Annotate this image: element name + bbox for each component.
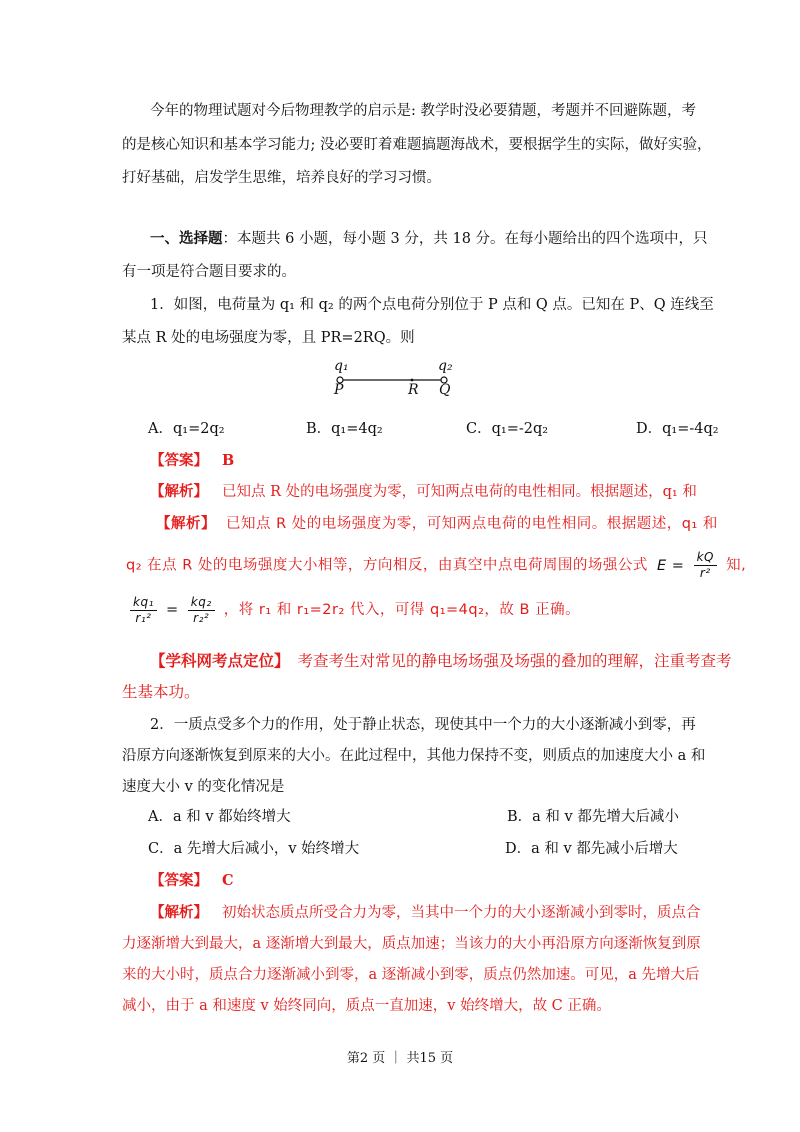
q2-answer-label: 【答案】: [150, 872, 208, 889]
diagram-label-R: R: [408, 382, 419, 398]
section-line-2: 有一项是符合题目要求的。: [122, 264, 296, 280]
q2-stem-line-2: 沿原方向逐渐恢复到原来的大小。在此过程中，其他力保持不变，则质点的加速度大小 a 和: [122, 748, 706, 764]
q1-pasted-line-3: [126, 593, 580, 627]
q2-option-b: B．a 和 v 都先增大后减小: [507, 809, 679, 825]
q2-analysis-line-4: 减小，由于 a 和速度 v 始终同向，质点一直加速，v 始终增大，故 C 正确。: [122, 998, 611, 1014]
q1-answer-line: [150, 451, 234, 471]
formula-kq-num: kQ: [694, 550, 717, 566]
frac-2-den: r₂²: [193, 610, 210, 625]
formula-kq-den: r²: [699, 566, 711, 580]
q1-stem-line-1: 1．如图，电荷量为 q₁ 和 q₂ 的两个点电荷分别位于 P 点和 Q 点。已知在 P、Q 连线至: [150, 297, 714, 313]
diagram-label-q2: q₂: [438, 358, 453, 374]
page-footer: 第2 页 ｜ 共15 页: [346, 1051, 454, 1066]
q1-option-d: D．q₁=-4q₂: [636, 421, 719, 437]
frac-1-den: r₁²: [135, 610, 152, 625]
diagram-label-q1: q₁: [334, 358, 349, 374]
intro-line-3: 打好基础，启发学生思维，培养良好的学习习惯。: [122, 170, 441, 186]
q1-answer-label: 【答案】: [150, 452, 208, 469]
diagram-label-P: P: [334, 382, 344, 398]
q2-analysis-label: 【解析】: [150, 904, 208, 921]
q1-kaodian-label: 【学科网考点定位】: [150, 651, 290, 670]
q1-analysis-label: 【解析】: [150, 483, 208, 500]
q1-pasted-label: 【解析】: [156, 516, 216, 532]
q2-analysis-line-2: 力逐渐增大到最大，a 逐渐增大到最大，质点加速；当该力的大小再沿原方向逐渐恢复到原: [122, 936, 701, 952]
formula-e: E =: [657, 557, 685, 574]
q2-option-d: D．a 和 v 都先减小后增大: [505, 841, 678, 857]
q2-analysis-line-3: 来的大小时，质点合力逐渐减小到零，a 逐渐减小到零，质点仍然加速。可见，a 先增大后: [122, 967, 700, 983]
intro-line-2: 的是核心知识和基本学习能力; 没必要盯着难题搞题海战术，要根据学生的实际，做好实验，: [122, 137, 712, 153]
q1-pasted-text-1: 已知点 R 处的电场强度为零，可知两点电荷的电性相同。根据题述，q₁ 和: [226, 516, 718, 532]
q1-pasted-line-1: [156, 514, 718, 534]
frac-1-num: kq₁: [130, 595, 157, 611]
formula-kq-fraction: [694, 550, 717, 581]
q2-option-c: C．a 先增大后减小，v 始终增大: [148, 841, 360, 857]
q2-analysis-text-1: 初始状态质点所受合力为零，当其中一个力的大小逐渐减小到零时，质点合: [222, 905, 701, 921]
section-heading: 一、选择题: [150, 230, 223, 247]
frac-equal: =: [166, 602, 179, 618]
q1-kaodian-line-2: 生基本功。: [122, 683, 200, 701]
q1-answer-value: B: [222, 452, 235, 469]
q1-analysis-line-1: [150, 482, 697, 502]
frac-2: [188, 595, 215, 626]
q1-option-b: B．q₁=4q₂: [306, 421, 383, 437]
q1-pasted-text-2: q₂ 在点 R 处的电场强度大小相等，方向相反，由真空中点电荷周围的场强公式: [126, 557, 648, 574]
section-heading-line: [150, 229, 708, 249]
q2-answer-value: C: [222, 872, 234, 889]
q2-stem-line-3: 速度大小 v 的变化情况是: [122, 779, 285, 795]
q2-stem-line-1: 2．一质点受多个力的作用，处于静止状态，现使其中一个力的大小逐渐减小到零，再: [150, 717, 696, 733]
frac-2-num: kq₂: [188, 595, 215, 611]
q2-option-a: A．a 和 v 都始终增大: [148, 809, 291, 825]
frac-1: [130, 595, 157, 626]
formula-zhi: 知,: [726, 557, 747, 574]
q1-pasted-analysis: [118, 505, 747, 635]
q1-pasted-line-2: [126, 550, 746, 581]
q1-option-a: A．q₁=2q₂: [148, 421, 225, 437]
q1-kaodian-line-1: [150, 651, 732, 671]
q1-analysis-text: 已知点 R 处的电场强度为零，可知两点电荷的电性相同。根据题述，q₁ 和: [222, 484, 697, 500]
intro-line-1: 今年的物理试题对今后物理教学的启示是: 教学时没必要猜题，考题并不回避陈题，考: [150, 103, 696, 119]
q1-pasted-text-3: ，将 r₁ 和 r₁=2r₂ 代入，可得 q₁=4q₂，故 B 正确。: [223, 602, 581, 618]
q1-option-c: C．q₁=-2q₂: [466, 421, 549, 437]
q1-kaodian-text: 考查考生对常见的静电场场强及场强的叠加的理解，注重考查考: [297, 652, 732, 670]
q1-diagram: [328, 358, 468, 402]
section-desc: ：本题共 6 小题，每小题 3 分，共 18 分。在每小题给出的四个选项中，只: [222, 231, 708, 247]
q2-answer-line: [150, 871, 234, 891]
diagram-label-Q: Q: [439, 382, 451, 398]
q2-analysis-line-1: [150, 903, 701, 923]
q1-stem-line-2: 某点 R 处的电场强度为零，且 PR=2RQ。则: [122, 330, 415, 346]
